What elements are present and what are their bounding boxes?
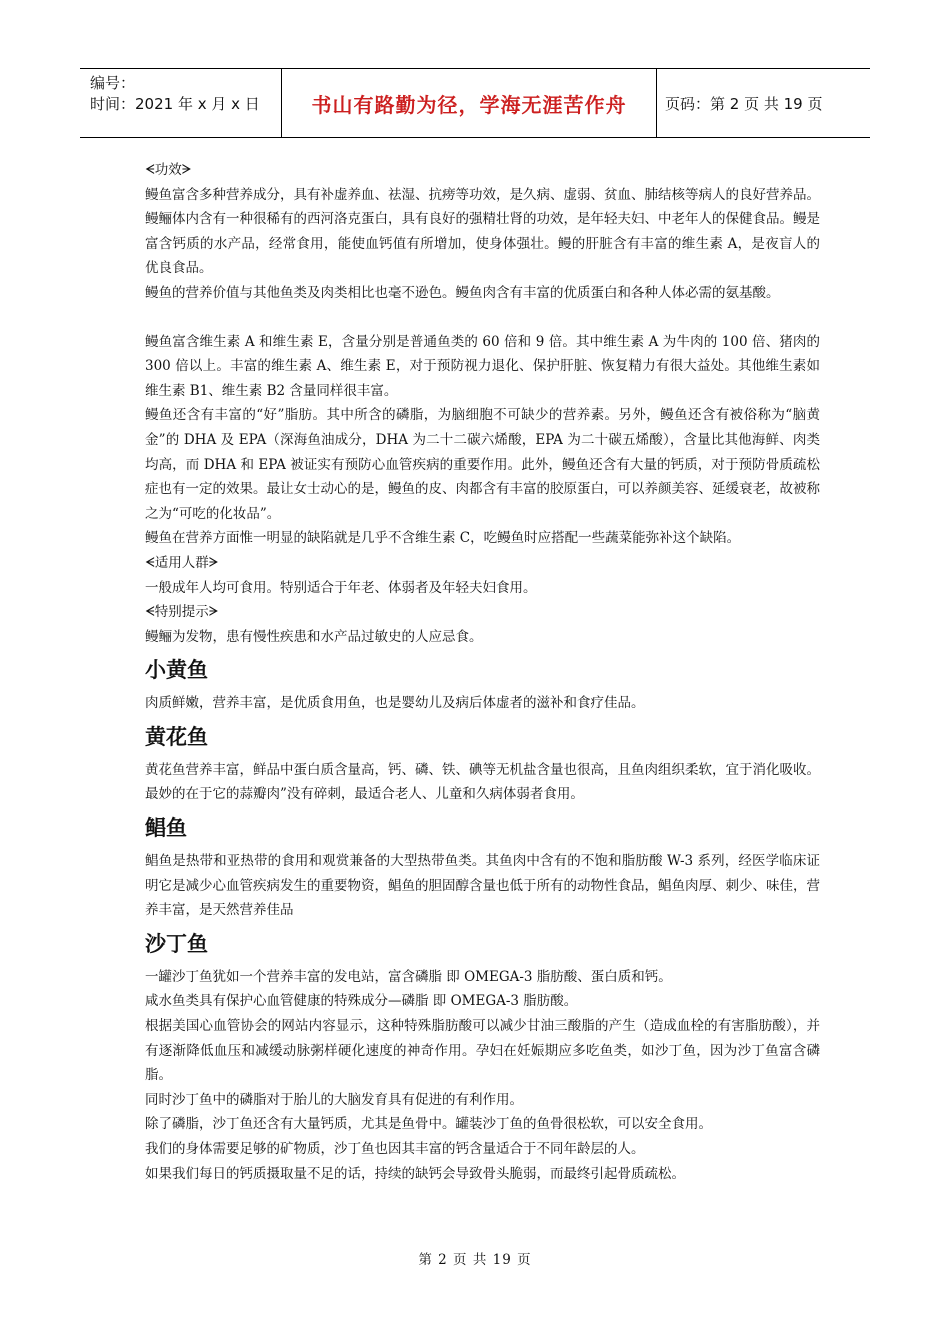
document-date: 时间：2021 年 x 月 x 日 [90,95,260,113]
paragraph: 一罐沙丁鱼犹如一个营养丰富的发电站，富含磷脂 即 OMEGA-3 脂肪酸、蛋白质和钙。 [145,968,672,985]
paragraph: 鳗鱼富含维生素 A 和维生素 E，含量分别是普通鱼类的 60 倍和 9 倍。其中维生素 A 为牛肉的 100 倍、猪肉的 300 倍以上。丰富的维生素 A、维生素 E，对于预防视力退化、保护肝脏、恢复精力有很大益处。其他维生素如维生素 B1、维生素 B2 含量同样很丰富。 [145,333,820,399]
paragraph: 鲳鱼是热带和亚热带的食用和观赏兼备的大型热带鱼类。其鱼肉中含有的不饱和脂肪酸 W-3 系列，经医学临床证明它是减少心血管疾病发生的重要物资，鲳鱼的胆固醇含量也低于所有的动物性食品，鲳鱼肉厚、刺少、味佳，营养丰富，是天然营养佳品 [145,853,820,919]
page-header [80,68,870,138]
paragraph: 我们的身体需要足够的矿物质，沙丁鱼也因其丰富的钙含量适合于不同年龄层的人。 [145,1141,645,1157]
section-heading: 鲳鱼 [145,816,187,841]
header-motto: 书山有路勤为径，学海无涯苦作舟 [282,69,657,137]
paragraph: 一般成年人均可食用。特别适合于年老、体弱者及年轻夫妇食用。 [145,579,537,596]
paragraph: 如果我们每日的钙质摄取量不足的话，持续的缺钙会导致骨头脆弱，而最终引起骨质疏松。 [145,1165,685,1182]
header-meta [80,69,282,137]
document-number: 编号： [90,74,136,92]
paragraph: 鳗鱼还含有丰富的“好”脂肪。其中所含的磷脂，为脑细胞不可缺少的营养素。另外，鳗鱼还含有被俗称为“脑黄金”的 DHA 及 EPA（深海鱼油成分，DHA 为二十二碳六烯酸，EPA 为二十碳五烯酸），含量比其他海鲜、肉类均高，而 DHA 和 EPA 被证实有预防心血管疾病的重要作用。此外，鳗鱼还含有大量的钙质，对于预防骨质疏松症也有一定的效果。最让女士动心的是，鳗鱼的皮、肉都含有丰富的胶原蛋白，可以养颜美容、延缓衰老，故被称之为“可吃的化妆品”。 [145,407,820,522]
paragraph: 鳗鱼的营养价值与其他鱼类及肉类相比也毫不逊色。鳗鱼肉含有丰富的优质蛋白和各种人体必需的氨基酸。 [145,284,780,301]
section-heading: 沙丁鱼 [145,931,208,956]
document-body [145,158,820,1186]
spacer [145,306,820,330]
section-heading: 黄花鱼 [145,724,208,749]
paragraph: 黄花鱼营养丰富，鲜品中蛋白质含量高，钙、磷、铁、碘等无机盐含量也很高，且鱼肉组织柔软，宜于消化吸收。最妙的在于它的蒜瓣肉”没有碎刺，最适合老人、儿童和久病体弱者食用。 [145,761,820,803]
paragraph: 除了磷脂，沙丁鱼还含有大量钙质，尤其是鱼骨中。罐装沙丁鱼的鱼骨很松软，可以安全食用。 [145,1116,712,1133]
section-tag: ᗕ特别提示ᗒ [145,604,219,621]
paragraph: 鳗鱼富含多种营养成分，具有补虚养血、祛湿、抗痨等功效，是久病、虚弱、贫血、肺结核等病人的良好营养品。鳗鲡体内含有一种很稀有的西河洛克蛋白，具有良好的强精壮肾的功效，是年轻夫妇、中老年人的保健食品。鳗是富含钙质的水产品，经常食用，能使血钙值有所增加，使身体强壮。鳗的肝脏含有丰富的维生素 A，是夜盲人的优良食品。 [145,186,820,277]
section-heading: 小黄鱼 [145,658,208,683]
section-tag: ᗕ适用人群ᗒ [145,554,219,571]
section-tag: ᗕ功效ᗒ [145,162,192,178]
paragraph: 根据美国心血管协会的网站内容显示，这种特殊脂肪酸可以减少甘油三酸脂的产生（造成血栓的有害脂肪酸），并有逐渐降低血压和减缓动脉粥样硬化速度的神奇作用。孕妇在妊娠期应多吃鱼类，如沙丁鱼，因为沙丁鱼富含磷脂。 [145,1018,820,1084]
page-footer: 第 2 页 共 19 页 [418,1252,532,1268]
header-page-info: 页码：第 2 页 共 19 页 [665,94,823,113]
paragraph: 肉质鲜嫩，营养丰富，是优质食用鱼，也是婴幼儿及病后体虚者的滋补和食疗佳品。 [145,695,645,712]
paragraph: 鳗鲡为发物，患有慢性疾患和水产品过敏史的人应忌食。 [145,628,483,645]
paragraph: 鳗鱼在营养方面惟一明显的缺陷就是几乎不含维生素 C，吃鳗鱼时应搭配一些蔬菜能弥补这个缺陷。 [145,530,741,547]
paragraph: 同时沙丁鱼中的磷脂对于胎儿的大脑发育具有促进的有利作用。 [145,1091,523,1108]
paragraph: 咸水鱼类具有保护心血管健康的特殊成分—磷脂 即 OMEGA-3 脂肪酸。 [145,993,578,1010]
